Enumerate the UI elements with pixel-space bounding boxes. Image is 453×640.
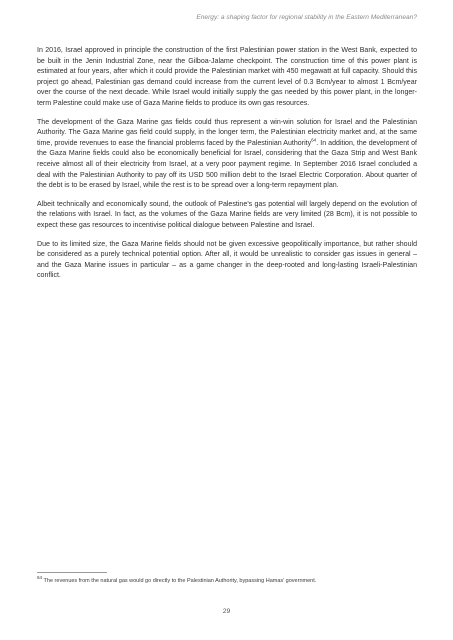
footnote-number: 64 bbox=[37, 575, 43, 581]
paragraph-power-station: In 2016, Israel approved in principle the construction of the first Palestinian power station in the West Bank, expected to be built in the Jenin Industrial Zone, near the Gilboa-Jalame checkpoint. The construction time of this power plant is estimated at four years, after which it could provide the Palestinian market with 450 megawatt at full capacity. Should this project go ahead, Palestinian gas demand could increase from the current level of 0.3 Bcm/year to almost 1 Bcm/year over the course of the next decade. While Israel would initially supply the gas needed by this power plant, in the longer-term Palestine could make use of Gaza Marine fields to produce its own gas resources. bbox=[37, 47, 417, 107]
body-text bbox=[37, 46, 417, 290]
paragraph-win-win-text-2: . In addition, the development of the Gaza Marine fields could also be economically beneficial for Israel, considering that the Gaza Strip and West Bank receive almost all of their electricity from Israel, at a very poor payment regime. In September 2016 Israel concluded a deal with the Palestinian Authority to pay off its USD 500 million debt to the Israel Electric Corporation. About quarter of the debt is to be erased by Israel, while the rest is to be spread over a long-term repayment plan. bbox=[37, 139, 417, 190]
footnote bbox=[37, 577, 417, 585]
paragraph-win-win bbox=[37, 118, 417, 192]
paragraph-limited-size: Due to its limited size, the Gaza Marine fields should not be given excessive geopolitically importance, but rather should be considered as a purely technical potential option. After all, it would be unrealistic to consider gas issues in general – and the Gaza Marine issues in particular – as a game changer in the deep-rooted and long-lasting Israeli-Palestinian conflict. bbox=[37, 240, 417, 280]
paragraph-outlook: Albeit technically and economically sound, the outlook of Palestine’s gas potential will largely depend on the evolution of the relations with Israel. In fact, as the volumes of the Gaza Marine fields are very limited (28 Bcm), it is not possible to expect these gas resources to incentivise political dialogue between Palestine and Israel. bbox=[37, 200, 417, 229]
footnote-text: The revenues from the natural gas would go directly to the Palestinian Authority, bypassing Hamas’ government. bbox=[42, 578, 317, 584]
running-header: Energy: a shaping factor for regional stability in the Eastern Mediterranean? bbox=[196, 14, 417, 21]
footnote-reference[interactable]: 64 bbox=[311, 137, 317, 143]
paragraph-win-win-text-1: The development of the Gaza Marine gas fields could thus represent a win-win solution for Israel and the Palestinian Authority. The Gaza Marine gas field could supply, in the longer term, the Palestinian electricity market and, at the same time, provide revenues to ease the financial problems faced by the Palestinian Authority bbox=[37, 118, 417, 147]
page-number: 29 bbox=[222, 608, 231, 615]
footnote-divider bbox=[37, 572, 107, 573]
